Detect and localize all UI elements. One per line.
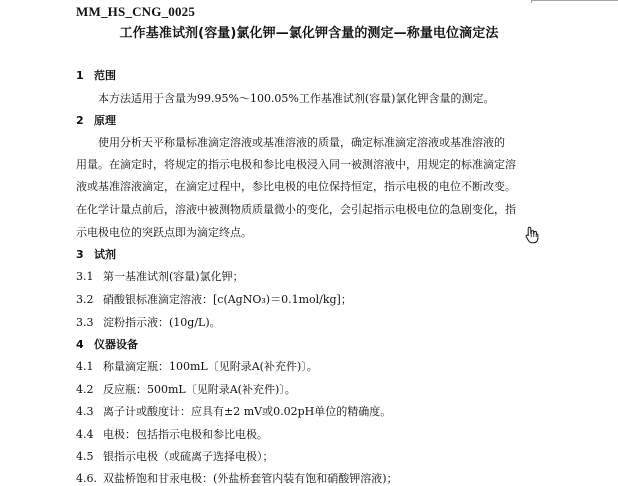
- top-right-border: [531, 0, 618, 3]
- item-text: 称量滴定瓶：100mL〔见附录A(补充件)〕。: [103, 360, 318, 373]
- document-title: 工作基准试剂(容量)氯化钾—氯化钾含量的测定—称量电位滴定法: [119, 26, 499, 41]
- section-title: 范围: [94, 69, 116, 82]
- item-number: 4.1: [76, 360, 94, 373]
- section-title: 仪器设备: [94, 338, 138, 351]
- item-text: 双盐桥饱和甘汞电极：(外盐桥套管内装有饱和硝酸钾溶液)；: [103, 472, 398, 485]
- item-text: 反应瓶：500mL〔见附录A(补充件)〕。: [103, 383, 296, 396]
- principle-line: 用量。在滴定时，将规定的指示电极和参比电极浸入同一被测溶液中，用规定的标准滴定溶: [76, 158, 516, 171]
- item-number: 4.3: [76, 405, 94, 418]
- hand-pointer-icon: [524, 226, 540, 244]
- section-title: 试剂: [94, 248, 116, 261]
- section-heading-reagents: [76, 248, 116, 262]
- reagent-item: [76, 270, 244, 284]
- section-number: 1: [76, 69, 84, 82]
- apparatus-item: [76, 405, 391, 419]
- item-text: 淀粉指示液：(10g/L)。: [103, 316, 221, 329]
- item-text: 离子计或酸度计：应具有±2 mV或0.02pH单位的精确度。: [103, 405, 392, 418]
- item-number: 3.3: [76, 316, 94, 329]
- document-code: MM_HS_CNG_0025: [76, 4, 196, 19]
- apparatus-item: [76, 360, 318, 374]
- section-heading-scope: [76, 69, 116, 83]
- scope-line: 本方法适用于含量为99.95%～100.05%工作基准试剂(容量)氯化钾含量的测定。: [98, 92, 495, 105]
- item-number: 4.5: [76, 450, 94, 463]
- principle-line: 液或基准溶液滴定，在滴定过程中，参比电极的电位保持恒定，指示电极的电位不断改变。: [76, 180, 516, 193]
- principle-line: 在化学计量点前后，溶液中被测物质质量微小的变化，会引起指示电极电位的急剧变化，指: [76, 203, 516, 216]
- principle-line: 示电极电位的突跃点即为滴定终点。: [76, 226, 252, 239]
- apparatus-item: [76, 428, 268, 442]
- section-number: 3: [76, 248, 84, 261]
- item-number: 4.4: [76, 428, 94, 441]
- section-heading-principle: [76, 114, 116, 128]
- item-text: 第一基准试剂(容量)氯化钾；: [103, 270, 244, 283]
- principle-line: 使用分析天平称量标准滴定溶液或基准溶液的质量，确定标准滴定溶液或基准溶液的: [98, 136, 505, 149]
- section-title: 原理: [94, 114, 116, 127]
- item-number: 4.2: [76, 383, 94, 396]
- item-number: 4.6.: [76, 472, 97, 485]
- item-text: 银指示电极（或硫离子选择电极）；: [103, 450, 274, 463]
- section-number: 4: [76, 338, 84, 351]
- item-number: 3.1: [76, 270, 94, 283]
- item-text: 电极：包括指示电极和参比电极。: [103, 428, 268, 441]
- apparatus-item: [76, 450, 274, 464]
- reagent-item: [76, 293, 352, 307]
- section-number: 2: [76, 114, 84, 127]
- item-number: 3.2: [76, 293, 94, 306]
- item-text: 硝酸银标准滴定溶液：[c(AgNO₃)＝0.1mol/kg]；: [103, 293, 352, 306]
- reagent-item: [76, 316, 221, 330]
- section-heading-apparatus: [76, 338, 138, 352]
- apparatus-item: [76, 383, 296, 397]
- apparatus-item: [76, 472, 398, 486]
